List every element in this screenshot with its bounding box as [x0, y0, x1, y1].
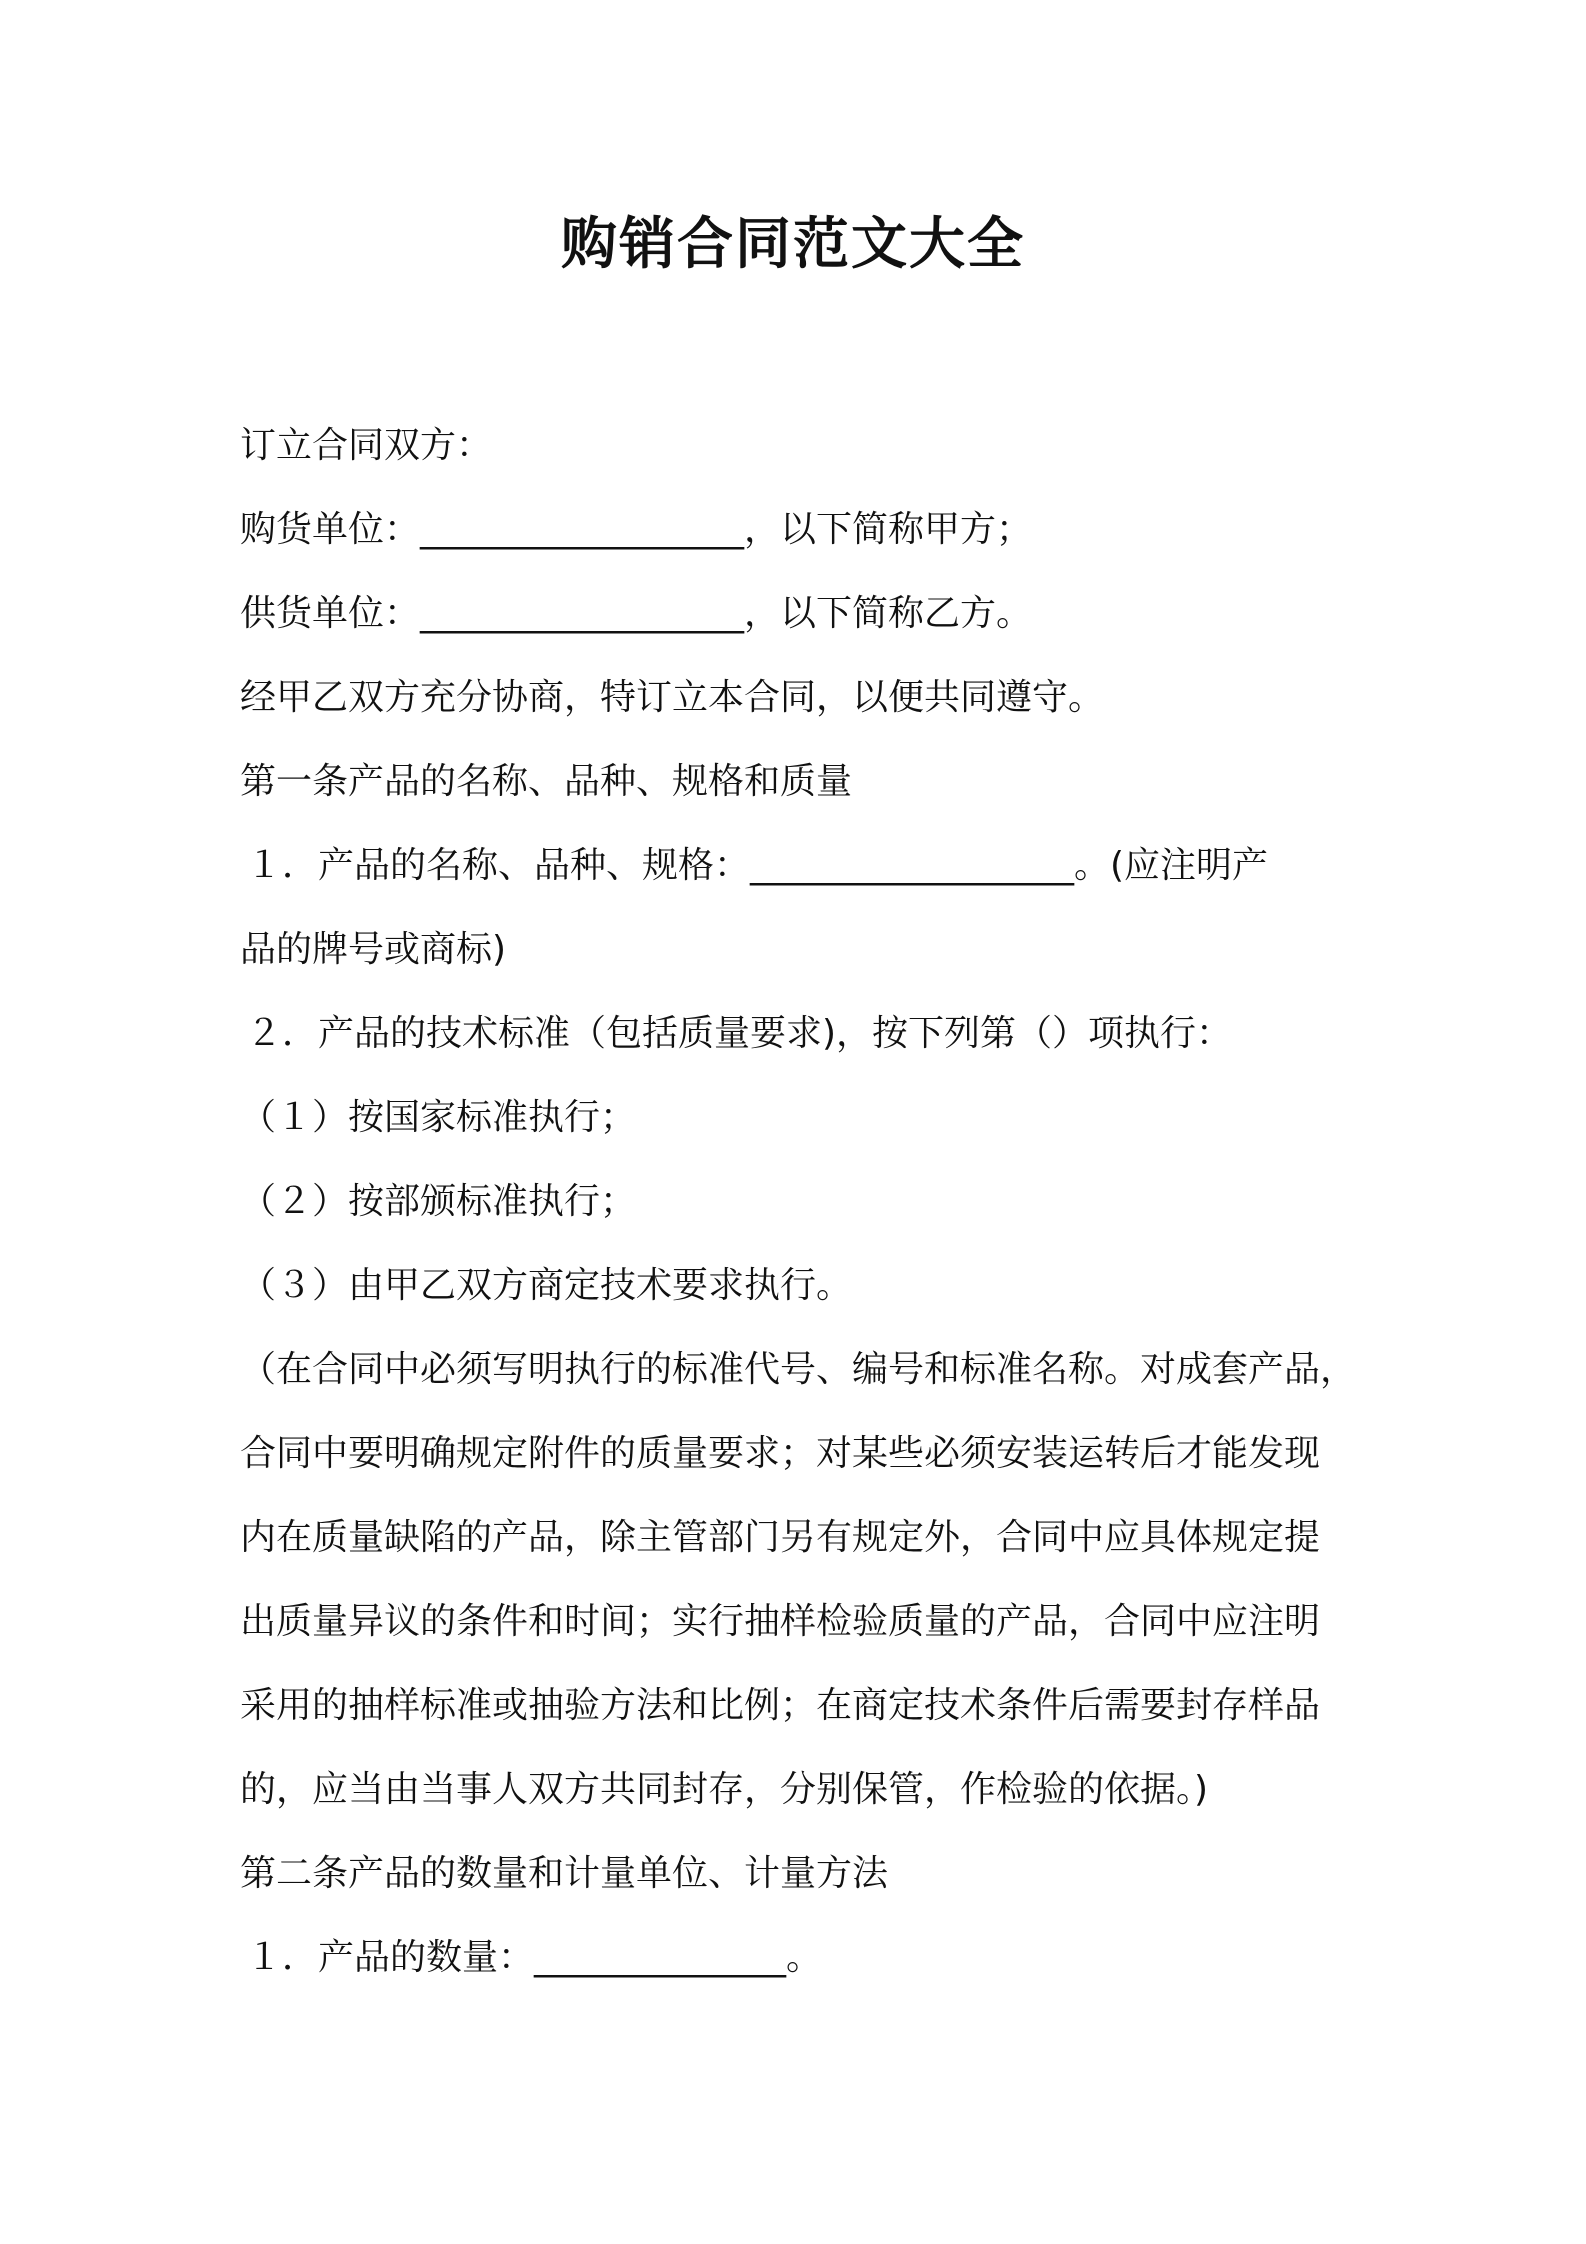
- standard-note-line-2: 合同中要明确规定附件的质量要求；对某些必须安装运转后才能发现: [240, 1433, 1321, 1474]
- document-body: [240, 404, 1360, 2000]
- paragraph-seller: 供货单位：__________________，以下简称乙方。: [240, 593, 1033, 634]
- article-2-heading: 第二条产品的数量和计量单位、计量方法: [240, 1853, 889, 1894]
- article-1-item-2: ２．产品的技术标准（包括质量要求)，按下列第（）项执行：: [246, 1013, 1233, 1054]
- article-1-item-1: １．产品的名称、品种、规格：__________________。(应注明产: [246, 845, 1269, 886]
- paragraph-buyer: 购货单位：__________________，以下简称甲方；: [240, 509, 1033, 550]
- article-1-heading: 第一条产品的名称、品种、规格和质量: [240, 761, 853, 802]
- standard-note-line-1: （在合同中必须写明执行的标准代号、编号和标准名称。对成套产品，: [240, 1349, 1357, 1390]
- paragraph-agreement-intro: 经甲乙双方充分协商，特订立本合同，以便共同遵守。: [240, 677, 1105, 718]
- standard-option-3: （３）由甲乙双方商定技术要求执行。: [240, 1265, 853, 1306]
- standard-note-line-5: 采用的抽样标准或抽验方法和比例；在商定技术条件后需要封存样品: [240, 1685, 1321, 1726]
- document-title: 购销合同范文大全: [561, 212, 1025, 277]
- standard-note-line-6: 的，应当由当事人双方共同封存，分别保管，作检验的依据。): [240, 1769, 1209, 1810]
- standard-note-line-4: 出质量异议的条件和时间；实行抽样检验质量的产品，合同中应注明: [240, 1601, 1321, 1642]
- standard-option-2: （２）按部颁标准执行；: [240, 1181, 637, 1222]
- paragraph-parties-heading: 订立合同双方：: [240, 425, 493, 466]
- standard-option-1: （１）按国家标准执行；: [240, 1097, 637, 1138]
- article-1-item-1-continued: 品的牌号或商标): [240, 929, 507, 970]
- standard-note-line-3: 内在质量缺陷的产品，除主管部门另有规定外，合同中应具体规定提: [240, 1517, 1321, 1558]
- article-2-item-1: １．产品的数量：______________。: [246, 1937, 823, 1978]
